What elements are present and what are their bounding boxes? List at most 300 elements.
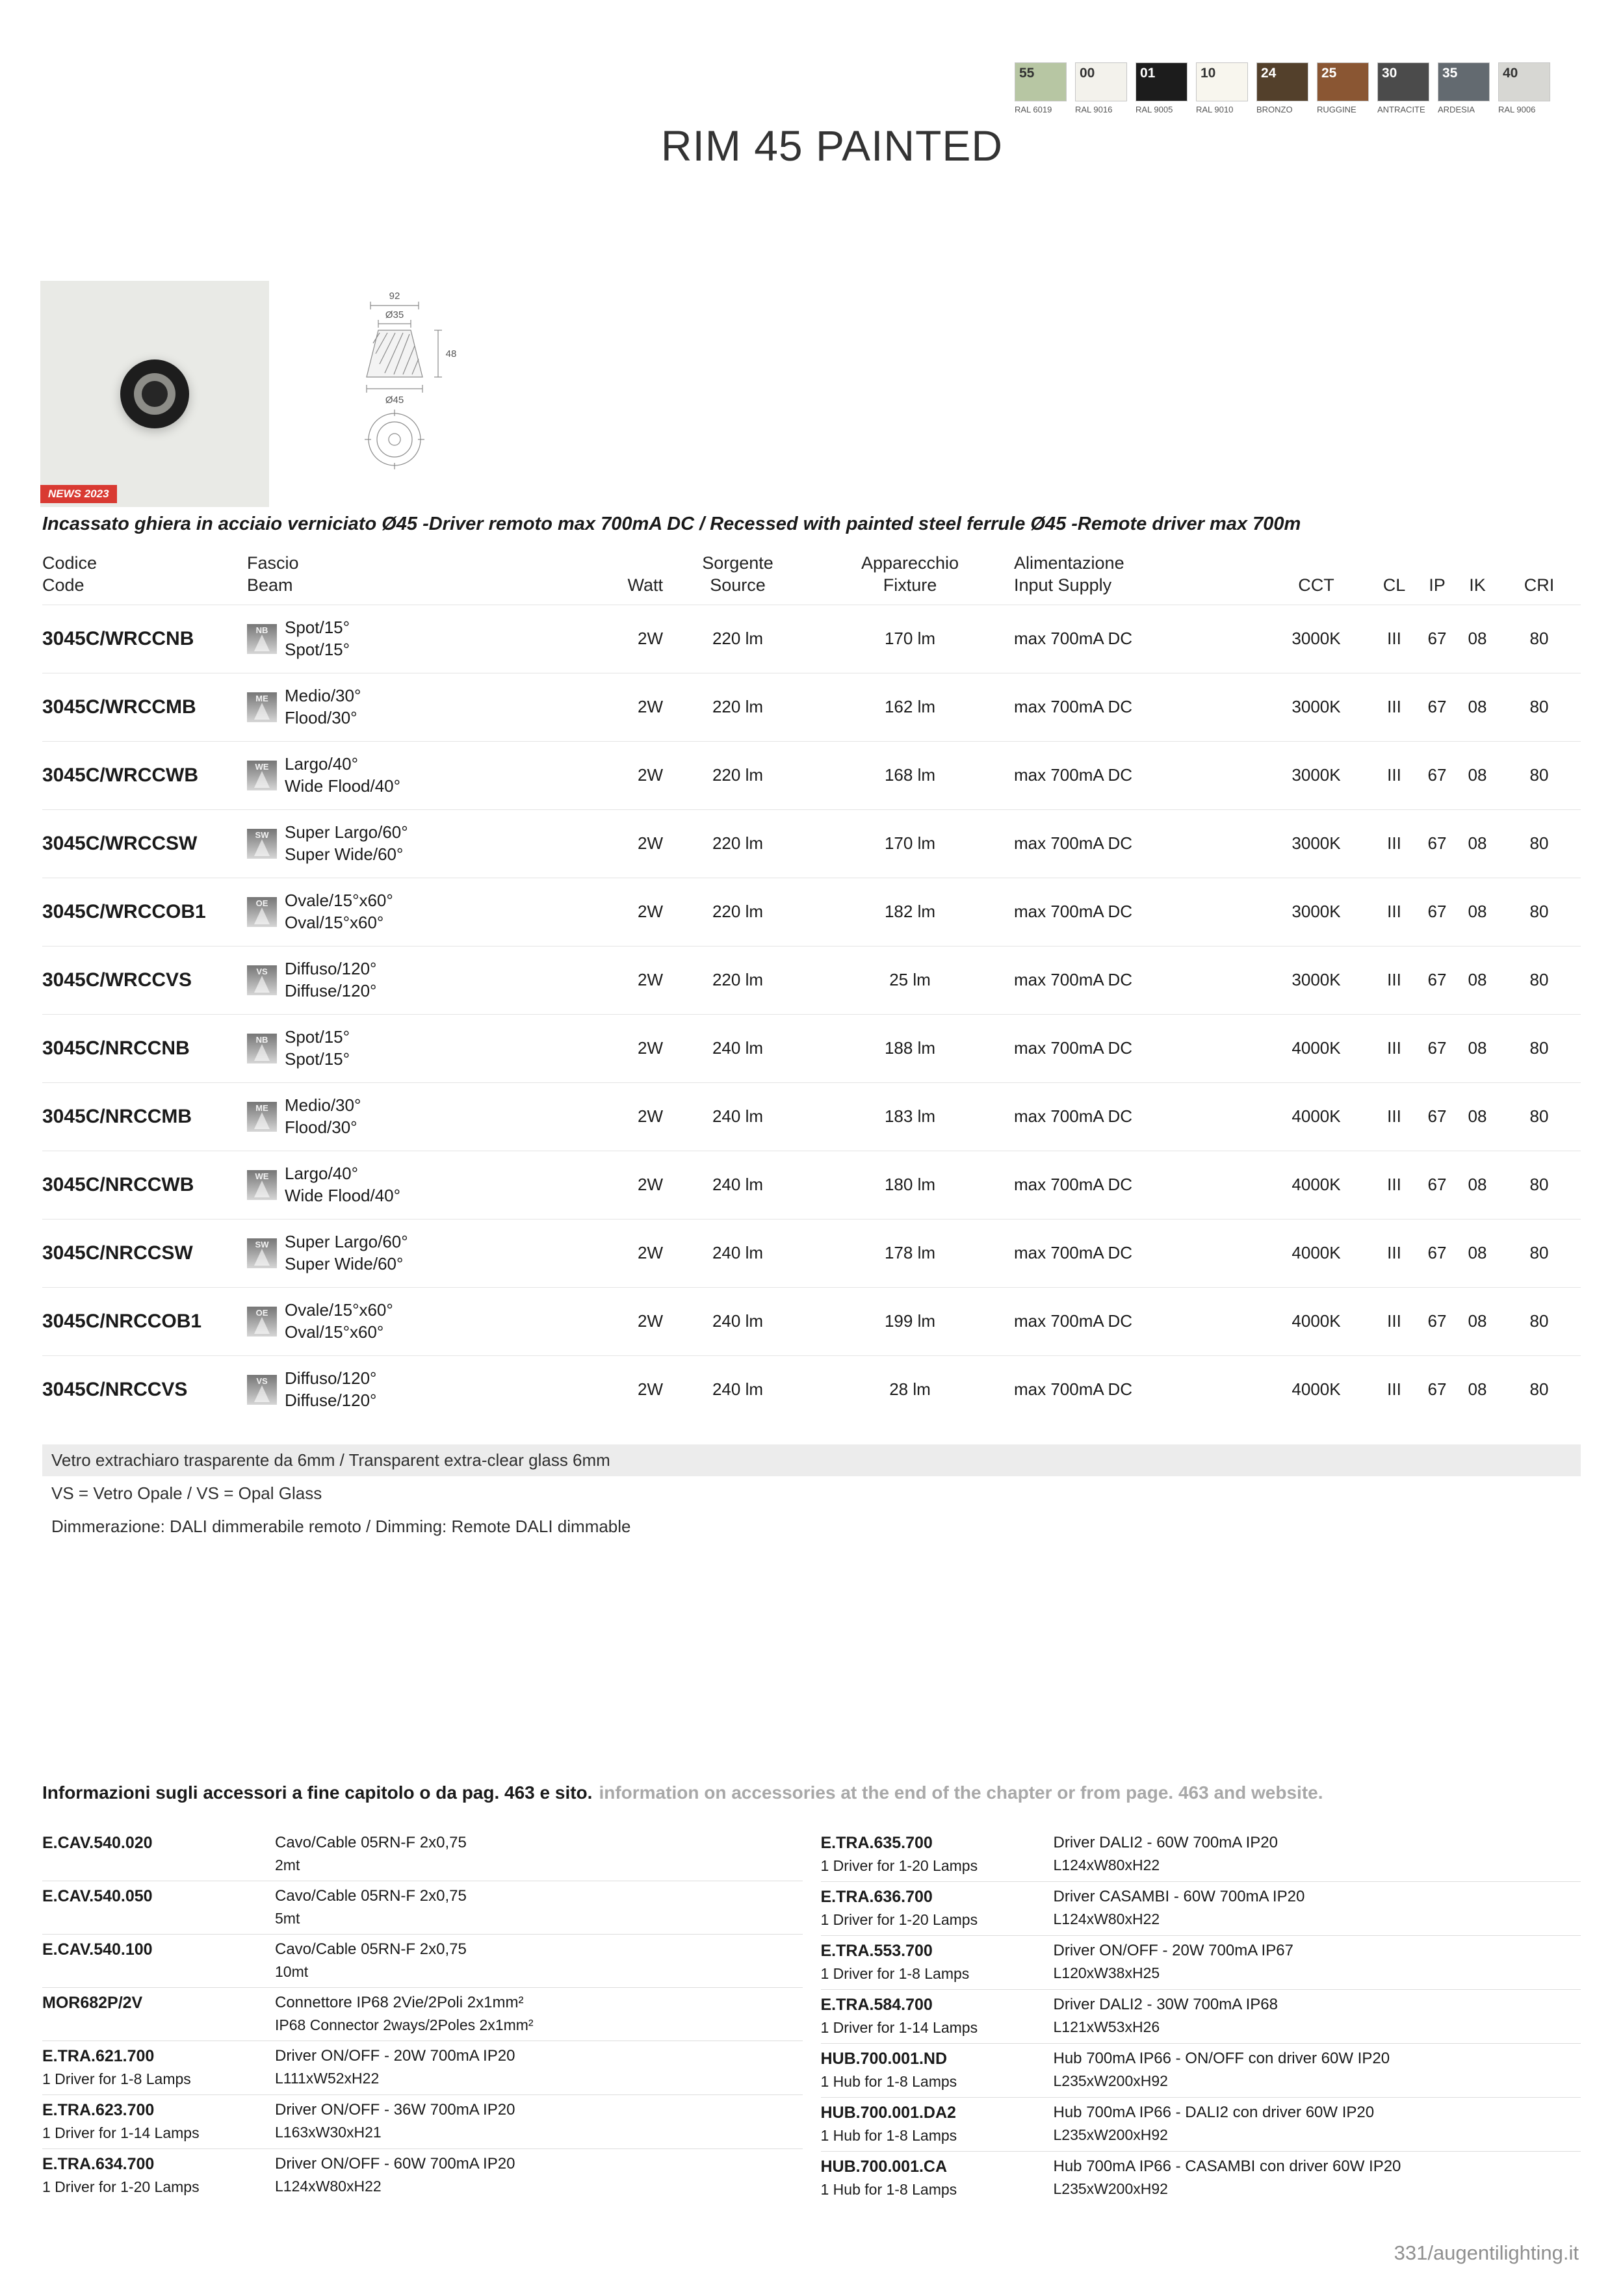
accessory-code-cell [821,1942,1054,1983]
beam-cell [247,753,611,798]
accessory-code-cell [821,1996,1054,2037]
beam-icon [247,761,277,790]
cl-value: III [1387,833,1401,853]
fixture-value: 199 lm [884,1311,936,1331]
watt-value: 2W [638,697,663,716]
beam-text [285,1095,361,1139]
accessory-description-cell [1054,1888,1581,1929]
cri-value: 80 [1529,697,1549,716]
accessory-code: MOR682P/2V [42,1994,143,2012]
product-code: 3045C/WRCCWB [42,764,199,786]
accessory-description-cell [275,1887,803,1927]
accessory-dimensions: L235xW200xH92 [1053,2180,1168,2197]
cl-value: III [1387,1243,1401,1262]
product-code: 3045C/NRCCWB [42,1173,194,1195]
accessory-description: Driver ON/OFF - 20W 700mA IP20 [275,2047,515,2065]
drawing-dim-ferrule: Ø45 [385,395,404,406]
ik-value: 08 [1468,1379,1487,1399]
ip-value: 67 [1427,1038,1447,1058]
beam-label-it: Spot/15° [285,617,350,637]
watt-value: 2W [638,902,663,921]
beam-label-it: Spot/15° [285,1026,350,1047]
source-value: 240 lm [712,1106,764,1126]
beam-icon [247,897,277,927]
watt-value: 2W [638,1243,663,1262]
cct-value: 3000K [1292,902,1341,921]
accessory-code-cell [42,1994,275,2034]
accessory-code: E.TRA.621.700 [42,2047,155,2065]
beam-icon-tag: VS [256,1376,268,1386]
beam-label-en: Oval/15°x60° [285,912,384,932]
fixture-value: 170 lm [884,833,936,853]
supply-value: max 700mA DC [1014,902,1133,921]
fixture-ring [134,373,175,415]
watt-value: 2W [638,1175,663,1194]
header-watt: Watt [627,575,663,595]
swatch-number: 30 [1382,66,1397,81]
accessory-row [42,1881,803,1935]
swatch-color-block [1136,62,1188,101]
accessories-heading-en: information on accessories at the end of the chapter or from page. 463 and website. [599,1782,1323,1803]
color-swatch [1136,62,1188,114]
beam-cone [254,1385,270,1402]
beam-label-en: Diffuse/120° [285,1390,377,1410]
supply-value: max 700mA DC [1014,1038,1133,1058]
beam-text [285,1026,350,1071]
ik-value: 08 [1468,1038,1487,1058]
swatch-number: 01 [1140,66,1156,81]
ip-value: 67 [1427,902,1447,921]
fixture-lens [142,381,168,407]
supply-value: max 700mA DC [1014,697,1133,716]
cl-value: III [1387,1379,1401,1399]
accessory-code: E.TRA.623.700 [42,2101,155,2119]
beam-icon-tag: ME [255,1102,268,1113]
accessory-row [821,2098,1581,2152]
cct-value: 3000K [1292,629,1341,648]
accessory-description: Hub 700mA IP66 - ON/OFF con driver 60W IP20 [1053,2050,1390,2067]
color-swatch [1438,62,1490,114]
accessory-description: Hub 700mA IP66 - CASAMBI con driver 60W IP20 [1053,2158,1401,2175]
swatch-color-block [1075,62,1127,101]
fixture-value: 168 lm [884,765,936,785]
source-value: 240 lm [712,1379,764,1399]
accessory-code-sub: 1 Driver for 1-8 Lamps [42,2070,191,2087]
swatch-number: 00 [1080,66,1095,81]
accessory-code-cell [821,2104,1054,2145]
beam-cell [247,1026,611,1071]
beam-icon-tag: SW [255,829,269,840]
swatch-color-block [1196,62,1248,101]
ip-value: 67 [1427,629,1447,648]
accessory-code-sub: 1 Driver for 1-14 Lamps [42,2124,200,2141]
drawing-dim-hole: Ø35 [385,309,404,320]
accessory-description-cell [1054,2104,1581,2145]
header-supply: Alimentazione Input Supply [1014,553,1124,595]
accessory-code-cell [821,1834,1054,1875]
accessory-dimensions: L124xW80xH22 [1053,1911,1160,1927]
accessories-column-right [821,1828,1581,2205]
accessory-description-cell [1054,1834,1581,1875]
accessory-description: Driver ON/OFF - 60W 700mA IP20 [275,2155,515,2172]
accessory-row [42,1935,803,1988]
accessory-row [42,1828,803,1881]
watt-value: 2W [638,970,663,989]
beam-text [285,753,400,798]
color-swatch [1377,62,1429,114]
swatch-label: RAL 9005 [1136,105,1173,114]
beam-label-en: Oval/15°x60° [285,1322,384,1342]
beam-cone [254,1044,270,1061]
header-cct: CCT [1298,575,1334,595]
beam-cell [247,1095,611,1139]
cl-value: III [1387,697,1401,716]
color-swatches [1015,62,1550,114]
ik-value: 08 [1468,970,1487,989]
cct-value: 4000K [1292,1243,1341,1262]
beam-text [285,822,408,866]
ik-value: 08 [1468,1175,1487,1194]
ik-value: 08 [1468,1311,1487,1331]
accessories-table [42,1828,1581,2205]
beam-cone [254,1181,270,1197]
supply-value: max 700mA DC [1014,1243,1133,1262]
beam-cell [247,617,611,661]
header-source: Sorgente Source [702,553,773,595]
swatch-color-block [1015,62,1067,101]
cri-value: 80 [1529,1038,1549,1058]
product-row [42,1151,1581,1219]
accessory-dimensions: L235xW200xH92 [1053,2072,1168,2089]
source-value: 220 lm [712,629,764,648]
accessory-code: E.TRA.553.700 [820,1942,933,1960]
accessory-code-cell [821,1888,1054,1929]
technical-drawing [333,291,469,489]
beam-cell [247,890,611,934]
cl-value: III [1387,765,1401,785]
swatch-label: ANTRACITE [1377,105,1425,114]
ik-value: 08 [1468,902,1487,921]
cri-value: 80 [1529,1243,1549,1262]
swatch-label: RUGGINE [1317,105,1357,114]
beam-text [285,1231,408,1275]
swatch-number: 55 [1019,66,1035,81]
beam-icon [247,829,277,859]
swatch-color-block [1498,62,1550,101]
cl-value: III [1387,970,1401,989]
beam-icon [247,624,277,654]
accessory-description: Driver ON/OFF - 36W 700mA IP20 [275,2101,515,2119]
cri-value: 80 [1529,1175,1549,1194]
watt-value: 2W [638,833,663,853]
accessory-code-sub: 1 Driver for 1-20 Lamps [42,2178,200,2195]
beam-label-en: Flood/30° [285,1117,357,1137]
accessory-dimensions: L163xW30xH21 [275,2124,382,2141]
supply-value: max 700mA DC [1014,629,1133,648]
beam-text [285,685,361,729]
beam-label-it: Super Largo/60° [285,822,408,842]
product-code: 3045C/NRCCSW [42,1242,193,1264]
ip-value: 67 [1427,970,1447,989]
beam-label-it: Medio/30° [285,1095,361,1115]
beam-text [285,1299,393,1344]
accessory-code: E.CAV.540.050 [42,1887,153,1905]
cri-value: 80 [1529,902,1549,921]
beam-label-it: Super Largo/60° [285,1231,408,1251]
cct-value: 4000K [1292,1106,1341,1126]
cl-value: III [1387,629,1401,648]
product-row [42,946,1581,1014]
cct-value: 4000K [1292,1038,1341,1058]
beam-icon [247,1375,277,1405]
accessory-dimensions: 2mt [275,1857,300,1873]
beam-cell [247,1299,611,1344]
source-value: 220 lm [712,970,764,989]
accessory-dimensions: 5mt [275,1910,300,1927]
beam-cone [254,703,270,720]
color-swatch [1196,62,1248,114]
beam-label-it: Largo/40° [285,1163,359,1183]
header-code: Codice Code [42,553,97,595]
color-swatch [1317,62,1369,114]
source-value: 220 lm [712,902,764,921]
product-table [42,553,1581,1424]
product-code: 3045C/WRCCVS [42,969,192,991]
beam-label-en: Super Wide/60° [285,1253,404,1273]
header-cri: CRI [1524,575,1555,595]
color-swatch [1075,62,1127,114]
accessory-row [42,1988,803,2041]
ik-value: 08 [1468,1243,1487,1262]
accessory-row [821,1828,1581,1882]
accessory-code-sub: 1 Driver for 1-20 Lamps [820,1857,978,1874]
supply-value: max 700mA DC [1014,765,1133,785]
accessory-code: E.TRA.635.700 [820,1834,933,1852]
ip-value: 67 [1427,765,1447,785]
accessory-code-sub: 1 Driver for 1-14 Lamps [820,2019,978,2036]
ik-value: 08 [1468,833,1487,853]
accessory-code-cell [821,2158,1054,2198]
ik-value: 08 [1468,629,1487,648]
supply-value: max 700mA DC [1014,1311,1133,1331]
product-row [42,1219,1581,1287]
fixture-image [120,359,189,428]
swatch-number: 10 [1201,66,1216,81]
source-value: 240 lm [712,1243,764,1262]
cri-value: 80 [1529,970,1549,989]
accessory-description-cell [1054,2050,1581,2091]
accessory-dimensions: L111xW52xH22 [275,2070,380,2087]
source-value: 220 lm [712,833,764,853]
accessory-dimensions: L235xW200xH92 [1053,2126,1168,2143]
product-photo [40,281,269,507]
accessory-description: Connettore IP68 2Vie/2Poli 2x1mm² [275,1994,524,2011]
beam-label-it: Diffuso/120° [285,1368,377,1388]
news-badge: NEWS 2023 [40,485,117,503]
source-value: 220 lm [712,697,764,716]
supply-value: max 700mA DC [1014,1379,1133,1399]
accessories-heading [42,1782,1581,1803]
supply-value: max 700mA DC [1014,833,1133,853]
beam-icon-tag: VS [256,966,268,976]
product-row [42,673,1581,741]
product-code: 3045C/NRCCNB [42,1037,190,1059]
table-notes [42,1444,1581,1544]
swatch-label: RAL 9006 [1498,105,1536,114]
technical-drawing-svg [333,291,469,486]
beam-label-en: Wide Flood/40° [285,1185,401,1205]
swatch-number: 25 [1321,66,1337,81]
accessory-description-cell [275,2155,803,2196]
accessory-description-cell [1054,1996,1581,2037]
accessory-code-cell [821,2050,1054,2091]
swatch-number: 35 [1442,66,1458,81]
beam-icon [247,1238,277,1268]
cct-value: 4000K [1292,1311,1341,1331]
beam-cell [247,822,611,866]
drawing-dim-depth: 48 [445,348,457,359]
beam-cell [247,1163,611,1207]
color-swatch [1015,62,1067,114]
beam-cone [254,1112,270,1129]
beam-label-en: Super Wide/60° [285,844,404,864]
product-code: 3045C/WRCCSW [42,832,198,854]
product-code: 3045C/NRCCVS [42,1378,188,1400]
accessory-code-sub: 1 Hub for 1-8 Lamps [820,2127,957,2144]
source-value: 240 lm [712,1175,764,1194]
product-description: Incassato ghiera in acciaio verniciato Ø45 -Driver remoto max 700mA DC / Recessed with painted steel ferrule Ø45 -Remote driver max 700m [42,514,1301,534]
ip-value: 67 [1427,1106,1447,1126]
beam-text [285,1368,376,1412]
accessory-description-cell [1054,1942,1581,1983]
cl-value: III [1387,1106,1401,1126]
cl-value: III [1387,1311,1401,1331]
accessory-row [821,2152,1581,2205]
cct-value: 3000K [1292,833,1341,853]
cri-value: 80 [1529,765,1549,785]
accessory-description: Driver DALI2 - 30W 700mA IP68 [1053,1996,1278,2013]
accessory-row [821,2044,1581,2098]
accessory-code-sub: 1 Driver for 1-20 Lamps [820,1911,978,1928]
cri-value: 80 [1529,1379,1549,1399]
ip-value: 67 [1427,1311,1447,1331]
accessory-dimensions: L124xW80xH22 [1053,1857,1160,1873]
accessory-description: Cavo/Cable 05RN-F 2x0,75 [275,1887,467,1905]
product-row [42,741,1581,809]
watt-value: 2W [638,629,663,648]
beam-icon [247,1102,277,1132]
swatch-number: 40 [1503,66,1518,81]
cct-value: 3000K [1292,697,1341,716]
beam-cell [247,685,611,729]
header-beam: Fascio Beam [247,553,299,595]
accessory-dimensions: IP68 Connector 2ways/2Poles 2x1mm² [275,2016,534,2033]
product-code: 3045C/WRCCNB [42,627,194,649]
beam-cone [254,1249,270,1266]
product-code: 3045C/WRCCOB1 [42,900,206,922]
product-row [42,878,1581,946]
product-row [42,1014,1581,1082]
ik-value: 08 [1468,1106,1487,1126]
swatch-label: RAL 6019 [1015,105,1052,114]
note-line: Vetro extrachiaro trasparente da 6mm / Transparent extra-clear glass 6mm [42,1444,1581,1476]
cl-value: III [1387,902,1401,921]
watt-value: 2W [638,1311,663,1331]
beam-cell [247,958,611,1002]
accessory-code-cell [42,1940,275,1981]
accessory-dimensions: 10mt [275,1963,309,1980]
watt-value: 2W [638,765,663,785]
accessory-code-cell [42,2047,275,2088]
accessory-row [821,1990,1581,2044]
accessory-row [821,1936,1581,1990]
beam-label-en: Spot/15° [285,639,350,659]
swatch-label: ARDESIA [1438,105,1475,114]
ip-value: 67 [1427,1243,1447,1262]
accessory-description: Cavo/Cable 05RN-F 2x0,75 [275,1834,467,1851]
beam-label-it: Ovale/15°x60° [285,1299,393,1320]
accessory-code: HUB.700.001.CA [820,2158,948,2176]
beam-icon-tag: NB [255,625,268,635]
beam-label-it: Diffuso/120° [285,958,377,978]
accessory-description: Hub 700mA IP66 - DALI2 con driver 60W IP20 [1053,2104,1375,2121]
ik-value: 08 [1468,697,1487,716]
fixture-value: 178 lm [884,1243,936,1262]
accessory-row [42,2149,803,2202]
cri-value: 80 [1529,833,1549,853]
header-cl: CL [1383,575,1406,595]
header-ip: IP [1429,575,1446,595]
fixture-value: 162 lm [884,697,936,716]
fixture-value: 188 lm [884,1038,936,1058]
beam-icon-tag: WE [255,1171,269,1181]
beam-icon [247,965,277,995]
product-code: 3045C/NRCCMB [42,1105,192,1127]
beam-icon [247,1307,277,1337]
drawing-dim-width: 92 [389,291,400,302]
fixture-value: 25 lm [889,970,931,989]
beam-icon [247,692,277,722]
accessory-row [42,2041,803,2095]
supply-value: max 700mA DC [1014,1175,1133,1194]
beam-icon-tag: ME [255,693,268,703]
ip-value: 67 [1427,833,1447,853]
header-ik: IK [1469,575,1486,595]
color-swatch [1498,62,1550,114]
beam-cone [254,976,270,993]
swatch-label: BRONZO [1256,105,1293,114]
swatch-label: RAL 9016 [1075,105,1113,114]
accessory-code-sub: 1 Driver for 1-8 Lamps [820,1965,970,1982]
accessory-description: Driver CASAMBI - 60W 700mA IP20 [1053,1888,1305,1905]
accessory-code: E.CAV.540.020 [42,1834,153,1852]
note-line: VS = Vetro Opale / VS = Opal Glass [51,1483,322,1503]
accessory-description-cell [275,1994,803,2034]
accessory-row [42,2095,803,2149]
accessory-description: Driver ON/OFF - 20W 700mA IP67 [1053,1942,1293,1959]
beam-icon-tag: WE [255,761,269,772]
accessory-code-cell [42,1887,275,1927]
product-row [42,809,1581,878]
watt-value: 2W [638,1379,663,1399]
swatch-number: 24 [1261,66,1277,81]
fixture-value: 28 lm [889,1379,931,1399]
accessory-code: HUB.700.001.DA2 [820,2104,956,2122]
accessories-heading-it: Informazioni sugli accessori a fine capitolo o da pag. 463 e sito. [42,1782,593,1803]
swatch-color-block [1317,62,1369,101]
product-code: 3045C/WRCCMB [42,696,196,718]
page-footer: 331/augentilighting.it [1394,2241,1579,2264]
